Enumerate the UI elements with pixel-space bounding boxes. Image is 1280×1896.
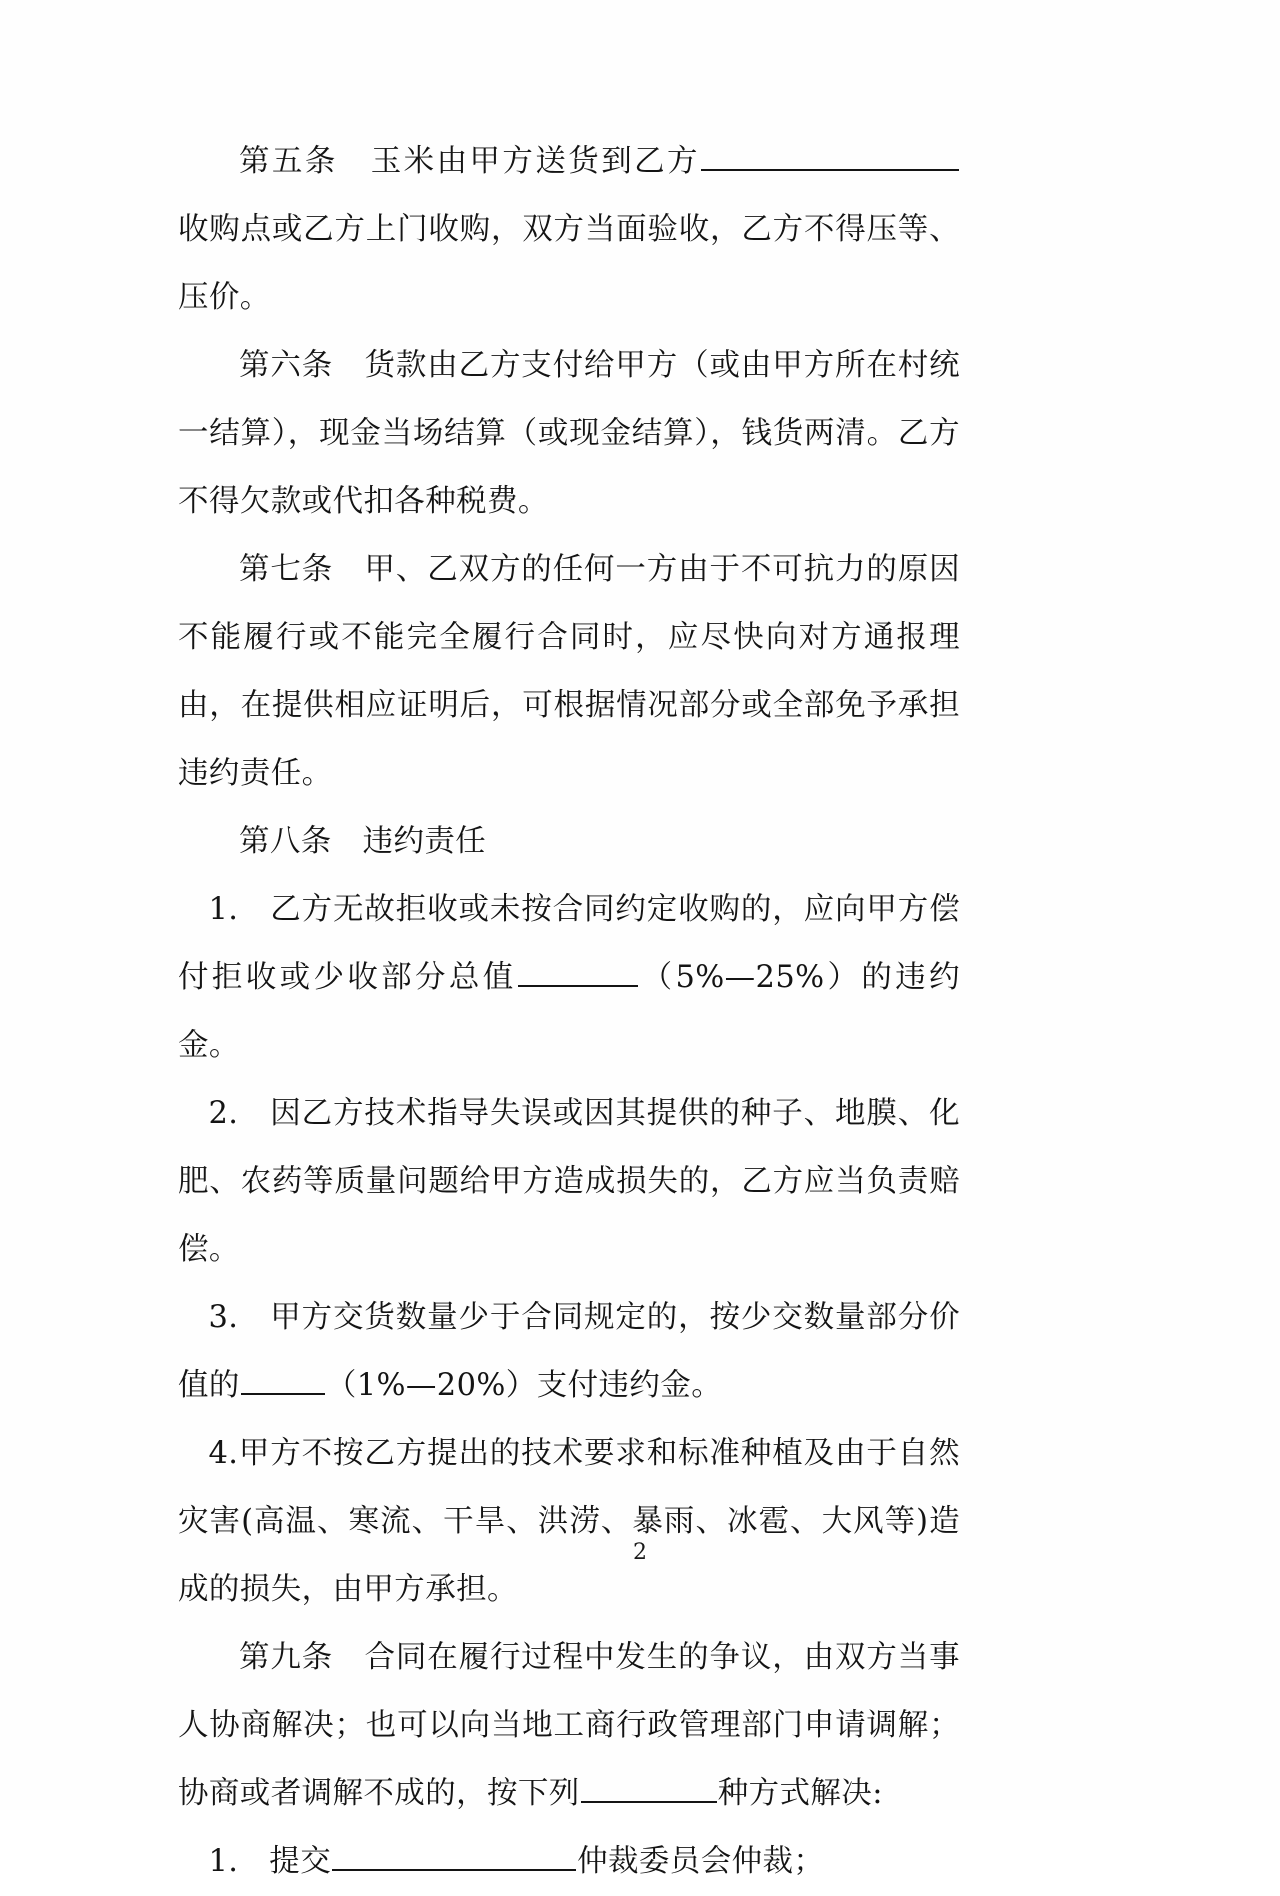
- page-number: 2: [633, 1540, 647, 1565]
- article-7-text: 第七条 甲、乙双方的任何一方由于不可抗力的原因不能履行或不能完全履行合同时，应尽快向对方通报理由，在提供相应证明后，可根据情况部分或全部免予承担违约责任。: [178, 552, 960, 791]
- article-9-text-before: 第九条 合同在履行过程中发生的争议，由双方当事人协商解决；也可以向当地工商行政管理部门申请调解；协商或者调解不成的，按下列: [178, 1640, 960, 1811]
- paragraph-article-6: [178, 332, 960, 536]
- paragraph-article-9: [178, 1624, 960, 1828]
- document-body: [178, 128, 960, 1896]
- article-9-blank-field[interactable]: [581, 1770, 717, 1803]
- item-8-1-text-before: 1. 乙方无故拒收或未按合同约定收购的，应向甲方偿付拒收或少收部分总值: [178, 892, 960, 995]
- item-8-3-text-before: 3. 甲方交货数量少于合同规定的，按少交数量部分价值的: [178, 1300, 960, 1403]
- paragraph-item-8-3: [178, 1284, 960, 1420]
- article-8-heading-text: 第八条 违约责任: [239, 824, 487, 859]
- article-5-text-after: 收购点或乙方上门收购，双方当面验收，乙方不得压等、压价。: [178, 212, 960, 315]
- paragraph-item-8-2: [178, 1080, 960, 1284]
- item-9-1-text-after: 仲裁委员会仲裁；: [577, 1844, 825, 1879]
- item-8-3-blank-field[interactable]: [241, 1362, 325, 1395]
- item-8-3-text-after: （1%—20%）支付违约金。: [325, 1368, 723, 1403]
- paragraph-item-8-1: [178, 876, 960, 1080]
- article-6-text: 第六条 货款由乙方支付给甲方（或由甲方所在村统一结算），现金当场结算（或现金结算），钱货两清。乙方不得欠款或代扣各种税费。: [178, 348, 960, 519]
- item-8-1-text-after: （5%—25%）的违约金。: [178, 960, 961, 1063]
- article-5-text-before: 第五条 玉米由甲方送货到乙方: [239, 144, 700, 179]
- paragraph-item-9-1: [178, 1828, 960, 1896]
- item-8-2-text: 2. 因乙方技术指导失误或因其提供的种子、地膜、化肥、农药等质量问题给甲方造成损失的，乙方应当负责赔偿。: [178, 1096, 960, 1267]
- paragraph-article-8-heading: [178, 808, 960, 876]
- item-9-1-text-before: 1. 提交: [208, 1844, 332, 1879]
- paragraph-article-7: [178, 536, 960, 808]
- item-8-4-text: 4.甲方不按乙方提出的技术要求和标准种植及由于自然灾害(高温、寒流、干旱、洪涝、暴雨、冰雹、大风等)造成的损失，由甲方承担。: [178, 1436, 960, 1607]
- article-5-blank-field[interactable]: [701, 138, 959, 171]
- paragraph-article-5: [178, 128, 960, 332]
- paragraph-item-8-4: [178, 1420, 960, 1624]
- article-9-text-after: 种方式解决:: [717, 1776, 883, 1811]
- item-9-1-blank-field[interactable]: [332, 1838, 576, 1871]
- item-8-1-blank-field[interactable]: [518, 954, 638, 987]
